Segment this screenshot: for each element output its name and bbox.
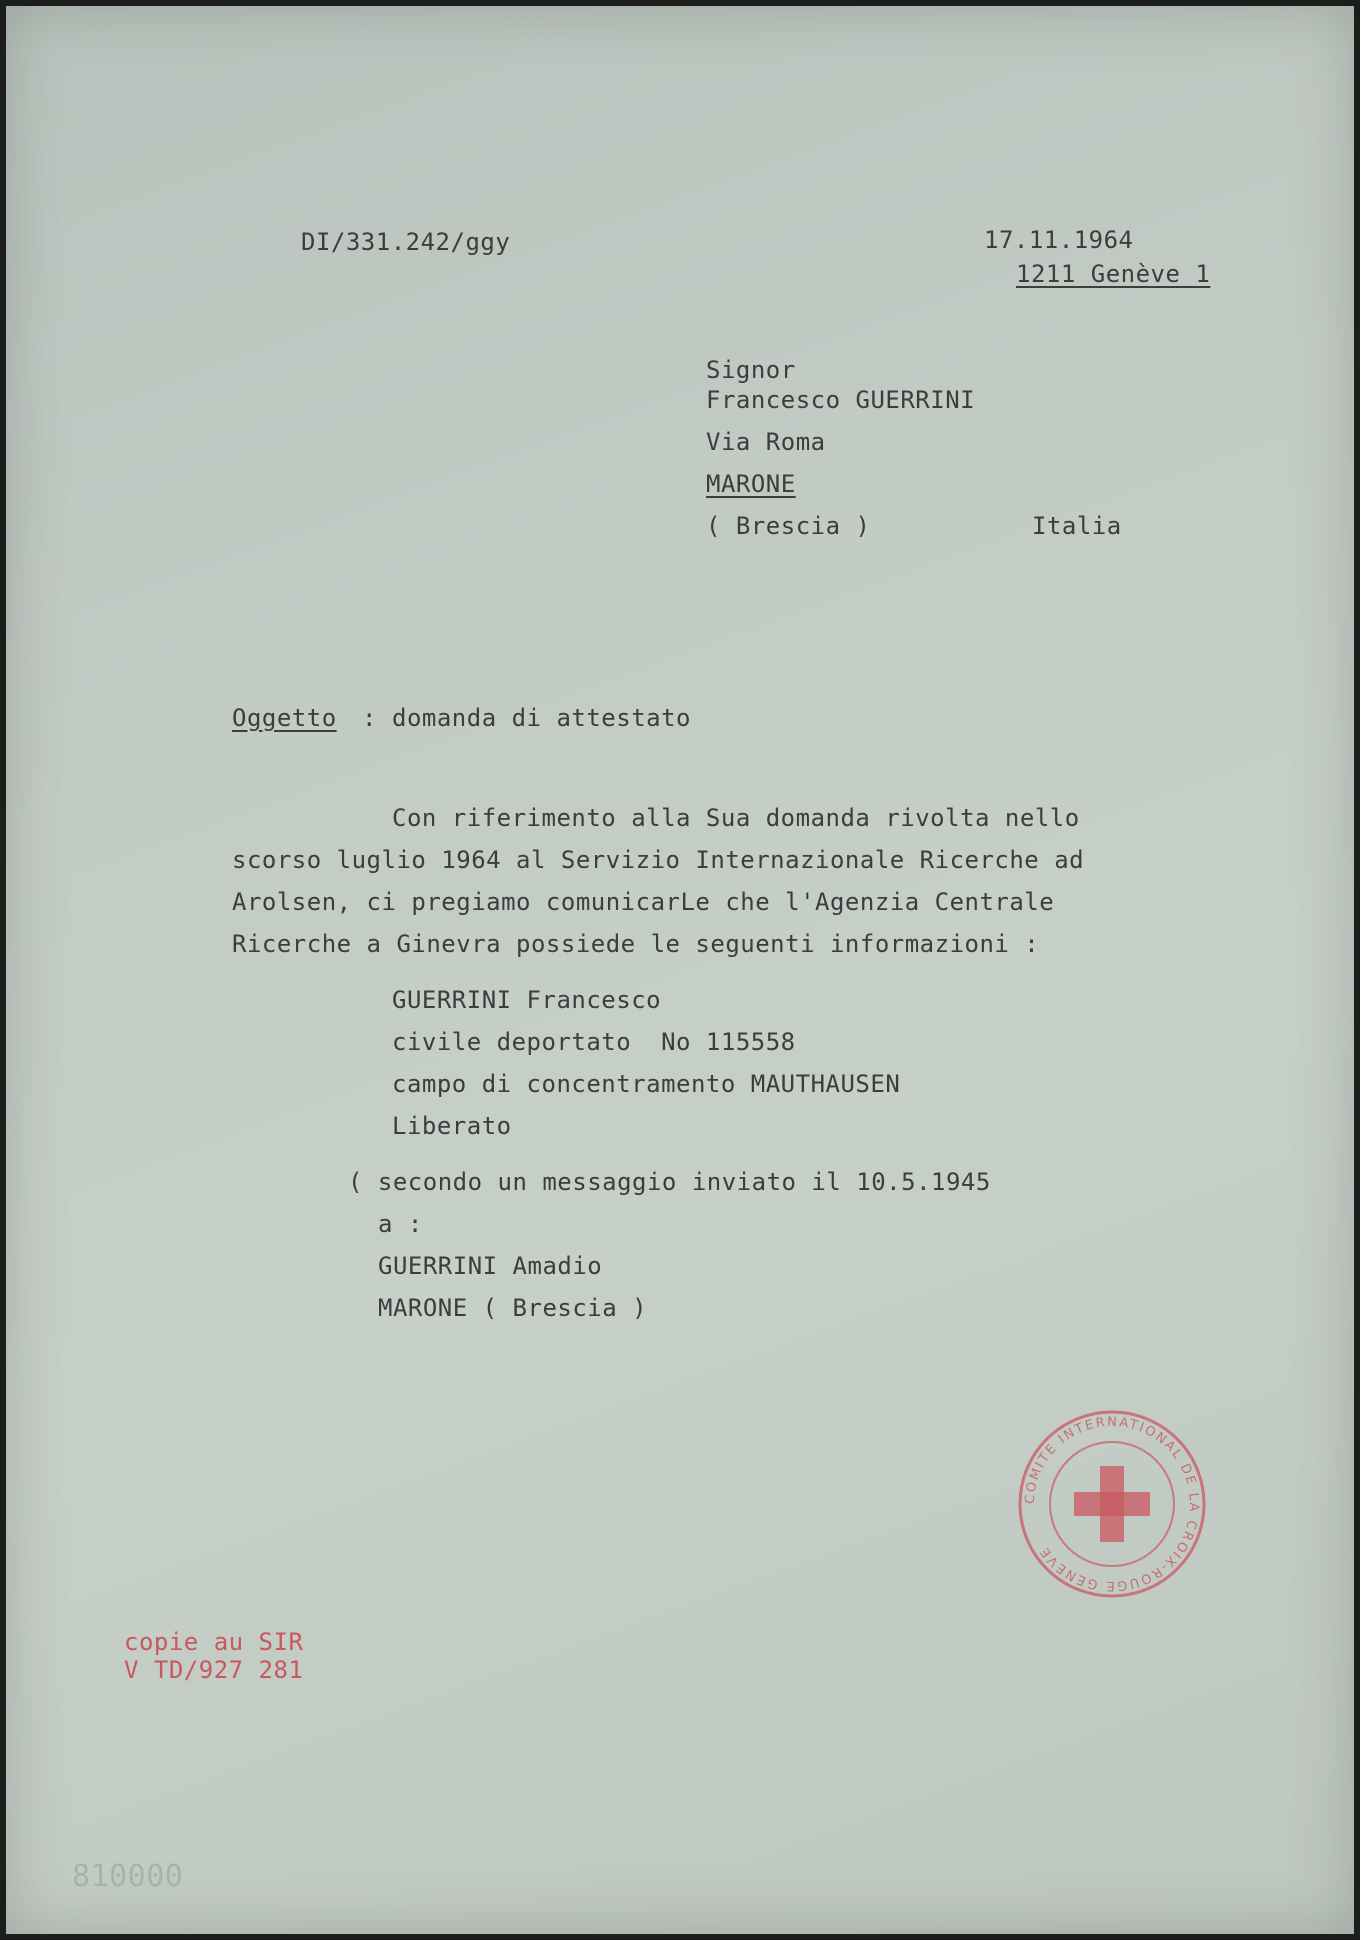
info-line: GUERRINI Francesco — [392, 986, 662, 1014]
copy-note-line: copie au SIR — [124, 1628, 304, 1656]
message-line: ( secondo un messaggio inviato il 10.5.1945 — [348, 1168, 991, 1196]
body-line: Ricerche a Ginevra possiede le seguenti informazioni : — [232, 930, 1040, 958]
copy-note-line: V TD/927 281 — [124, 1656, 304, 1684]
info-line: Liberato — [392, 1112, 512, 1140]
red-cross-stamp — [1012, 1404, 1212, 1604]
message-line: GUERRINI Amadio — [378, 1252, 603, 1280]
letter-page — [6, 6, 1354, 1934]
subject-separator: : — [362, 704, 377, 732]
body-line: Con riferimento alla Sua domanda rivolta nello — [392, 804, 1080, 832]
body-line: Arolsen, ci pregiamo comunicarLe che l'Agenzia Centrale — [232, 888, 1055, 916]
recipient-salutation: Signor — [706, 356, 796, 384]
subject-text: domanda di attestato — [392, 704, 691, 732]
recipient-town: MARONE — [706, 470, 796, 498]
subject-label: Oggetto — [232, 704, 337, 732]
letter-date: 17.11.1964 — [984, 226, 1134, 254]
recipient-province: ( Brescia ) — [706, 512, 871, 540]
info-line: campo di concentramento MAUTHAUSEN — [392, 1070, 901, 1098]
message-line: a : — [378, 1210, 423, 1238]
recipient-country: Italia — [1032, 512, 1122, 540]
reference-number: DI/331.242/ggy — [301, 228, 511, 256]
page-number: 810000 — [72, 1859, 184, 1894]
recipient-street: Via Roma — [706, 428, 826, 456]
letter-city: 1211 Genève 1 — [1016, 260, 1211, 288]
stamp-text: COMITE INTERNATIONAL DE LA CROIX-ROUGE GENEVE — [1022, 1414, 1202, 1594]
recipient-name: Francesco GUERRINI — [706, 386, 976, 414]
message-line: MARONE ( Brescia ) — [378, 1294, 648, 1322]
body-line: scorso luglio 1964 al Servizio Internazionale Ricerche ad — [232, 846, 1085, 874]
info-line: civile deportato No 115558 — [392, 1028, 796, 1056]
